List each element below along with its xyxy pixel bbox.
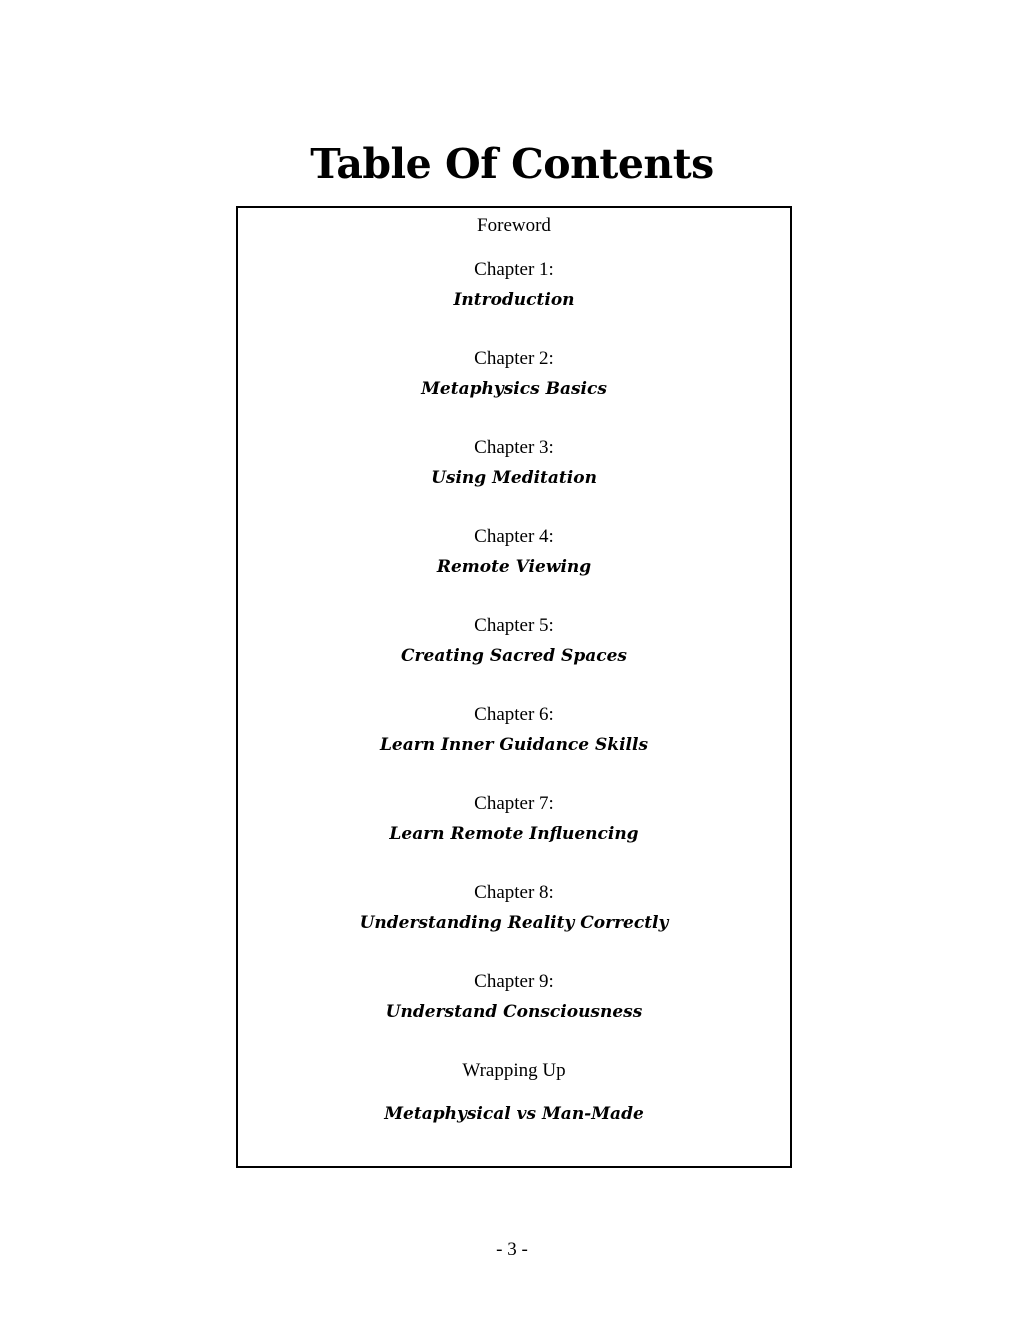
toc-chapter-8-label: Chapter 8: (474, 882, 554, 903)
toc-chapter-2-title[interactable]: Metaphysics Basics (421, 379, 607, 399)
toc-chapter-8-title[interactable]: Understanding Reality Correctly (359, 913, 669, 933)
toc-wrapping-up-title[interactable]: Metaphysical vs Man-Made (384, 1104, 644, 1124)
page-title: Table Of Contents (310, 140, 714, 188)
toc-chapter-4-label: Chapter 4: (474, 526, 554, 547)
toc-chapter-7-title[interactable]: Learn Remote Influencing (389, 824, 639, 844)
toc-chapter-5-label: Chapter 5: (474, 615, 554, 636)
toc-chapter-5-title[interactable]: Creating Sacred Spaces (401, 646, 627, 666)
toc-chapter-1-label: Chapter 1: (474, 259, 554, 280)
toc-chapter-1-title[interactable]: Introduction (453, 290, 575, 310)
toc-chapter-7-label: Chapter 7: (474, 793, 554, 814)
toc-chapter-6-label: Chapter 6: (474, 704, 554, 725)
toc-chapter-9-title[interactable]: Understand Consciousness (385, 1002, 643, 1022)
toc-chapter-4-title[interactable]: Remote Viewing (436, 557, 592, 577)
page-number: - 3 - (496, 1239, 528, 1260)
toc-foreword[interactable]: Foreword (477, 215, 551, 236)
toc-chapter-2-label: Chapter 2: (474, 348, 554, 369)
toc-chapter-3-title[interactable]: Using Meditation (431, 468, 597, 488)
toc-chapter-3-label: Chapter 3: (474, 437, 554, 458)
table-of-contents-box (236, 206, 792, 1168)
toc-chapter-9-label: Chapter 9: (474, 971, 554, 992)
toc-chapter-6-title[interactable]: Learn Inner Guidance Skills (379, 735, 649, 755)
toc-wrapping-up-label: Wrapping Up (462, 1060, 566, 1081)
